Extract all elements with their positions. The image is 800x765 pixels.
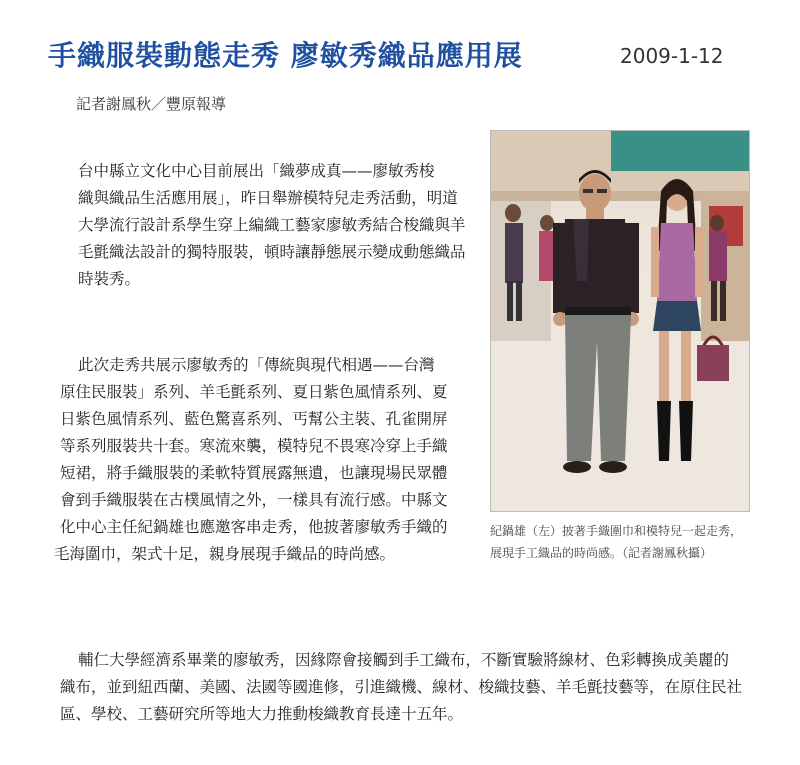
paragraph-line: 大學流行設計系學生穿上編織工藝家廖敏秀結合梭織與羊 xyxy=(78,216,466,234)
article-title: 手織服裝動態走秀 廖敏秀織品應用展 xyxy=(48,39,523,72)
article-date: 2009-1-12 xyxy=(620,44,724,68)
paragraph-line: 會到手織服裝在古樸風情之外，一樣具有流行感。中縣文 xyxy=(60,491,448,509)
caption-line: 紀鍋雄（左）披著手織圍巾和模特兒一起走秀， xyxy=(490,524,743,538)
paragraph-line: 化中心主任紀鍋雄也應邀客串走秀，他披著廖敏秀手織的 xyxy=(60,518,448,536)
paragraph-line: 區、學校、工藝研究所等地大力推動梭織教育長達十五年。 xyxy=(60,705,464,723)
article-byline: 記者謝鳳秋／豐原報導 xyxy=(76,95,227,113)
paragraph-line: 輔仁大學經濟系畢業的廖敏秀，因緣際會接觸到手工織布，不斷實驗將線材、色彩轉換成美麗的 xyxy=(78,651,730,669)
paragraph-2 xyxy=(48,352,448,568)
paragraph-line: 此次走秀共展示廖敏秀的「傳統與現代相遇——台灣 xyxy=(78,356,435,374)
paragraph-line: 毛海圍巾，架式十足，親身展現手織品的時尚感。 xyxy=(54,545,396,563)
caption-line: 展現手工織品的時尚感。（記者謝鳳秋攝） xyxy=(490,546,713,560)
paragraph-line: 時裝秀。 xyxy=(78,270,141,288)
paragraph-line: 等系列服裝共十套。寒流來襲，模特兒不畏寒冷穿上手織 xyxy=(60,437,448,455)
paragraph-line: 短裙，將手織服裝的柔軟特質展露無遺，也讓現場民眾體 xyxy=(60,464,448,482)
photo-caption xyxy=(490,520,742,564)
paragraph-3 xyxy=(48,647,742,728)
paragraph-line: 台中縣立文化中心目前展出「織夢成真——廖敏秀梭 xyxy=(78,162,435,180)
paragraph-1 xyxy=(78,158,466,293)
paragraph-line: 毛氈織法設計的獨特服裝，頓時讓靜態展示變成動態織品 xyxy=(78,243,466,261)
paragraph-line: 原住民服裝」系列、羊毛氈系列、夏日紫色風情系列、夏 xyxy=(60,383,448,401)
paragraph-line: 日紫色風情系列、藍色驚喜系列、丐幫公主裝、孔雀開屏 xyxy=(60,410,448,428)
news-photo xyxy=(490,130,750,512)
paragraph-line: 織與織品生活應用展」，昨日舉辦模特兒走秀活動，明道 xyxy=(78,189,458,207)
paragraph-line: 織布，並到紐西蘭、美國、法國等國進修，引進織機、線材、梭織技藝、羊毛氈技藝等，在原住民社 xyxy=(60,678,743,696)
